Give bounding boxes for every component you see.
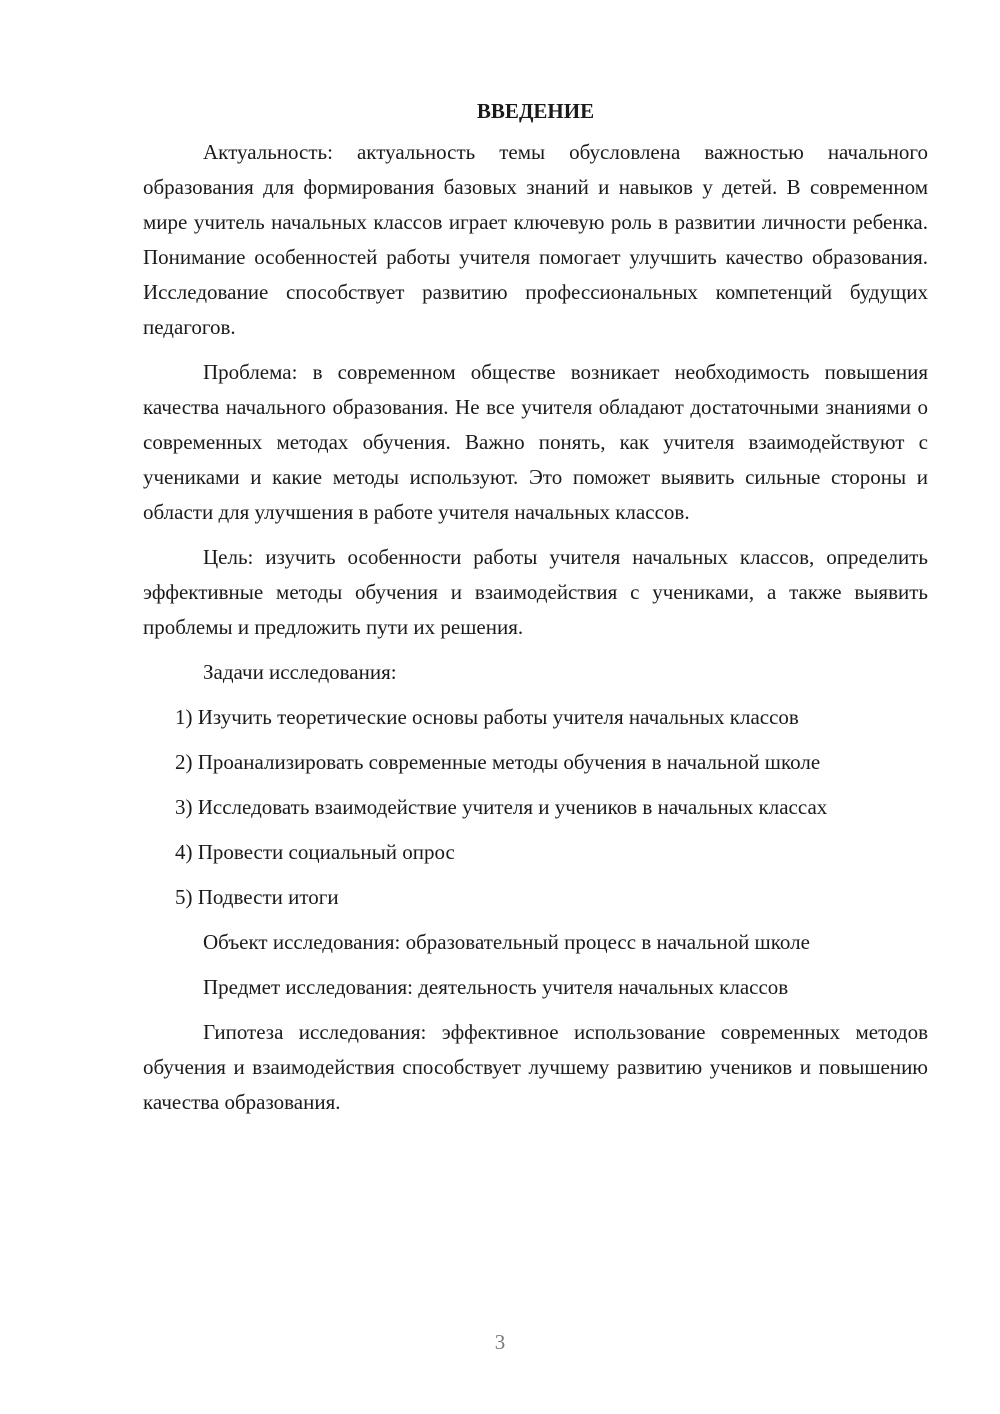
task-item-5: 5) Подвести итоги	[175, 885, 339, 909]
relevance-paragraph: Актуальность: актуальность темы обусловлена важностью начального образования для формирования базовых знаний и навыков у детей. В современном мире учитель начальных классов играет ключевую роль в развитии личности ребенка. Понимание особенностей работы учителя помогает улучшить качество образования. Исследование способствует развитию профессиональных компетенций будущих педагогов.	[143, 140, 928, 339]
research-object: Объект исследования: образовательный процесс в начальной школе	[203, 930, 810, 954]
research-subject: Предмет исследования: деятельность учителя начальных классов	[203, 975, 789, 999]
page-number: 3	[494, 1330, 506, 1354]
problem-paragraph: Проблема: в современном обществе возникает необходимость повышения качества начального образования. Не все учителя обладают достаточными знаниями о современных методах обучения. Важно понять, как учителя взаимодействуют с учениками и какие методы используют. Это поможет выявить сильные стороны и области для улучшения в работе учителя начальных классов.	[143, 360, 928, 524]
tasks-heading: Задачи исследования:	[203, 660, 397, 684]
goal-paragraph: Цель: изучить особенности работы учителя начальных классов, определить эффективные методы обучения и взаимодействия с учениками, а также выявить проблемы и предложить пути их решения.	[143, 545, 928, 639]
section-title: ВВЕДЕНИЕ	[476, 99, 595, 123]
research-hypothesis: Гипотеза исследования: эффективное использование современных методов обучения и взаимодействия способствует лучшему развитию учеников и повышению качества образования.	[143, 1020, 928, 1114]
task-item-3: 3) Исследовать взаимодействие учителя и учеников в начальных классах	[175, 795, 828, 819]
document-page	[143, 94, 928, 1130]
task-item-2: 2) Проанализировать современные методы обучения в начальной школе	[175, 750, 821, 774]
task-item-1: 1) Изучить теоретические основы работы учителя начальных классов	[175, 705, 799, 729]
task-item-4: 4) Провести социальный опрос	[175, 840, 455, 864]
